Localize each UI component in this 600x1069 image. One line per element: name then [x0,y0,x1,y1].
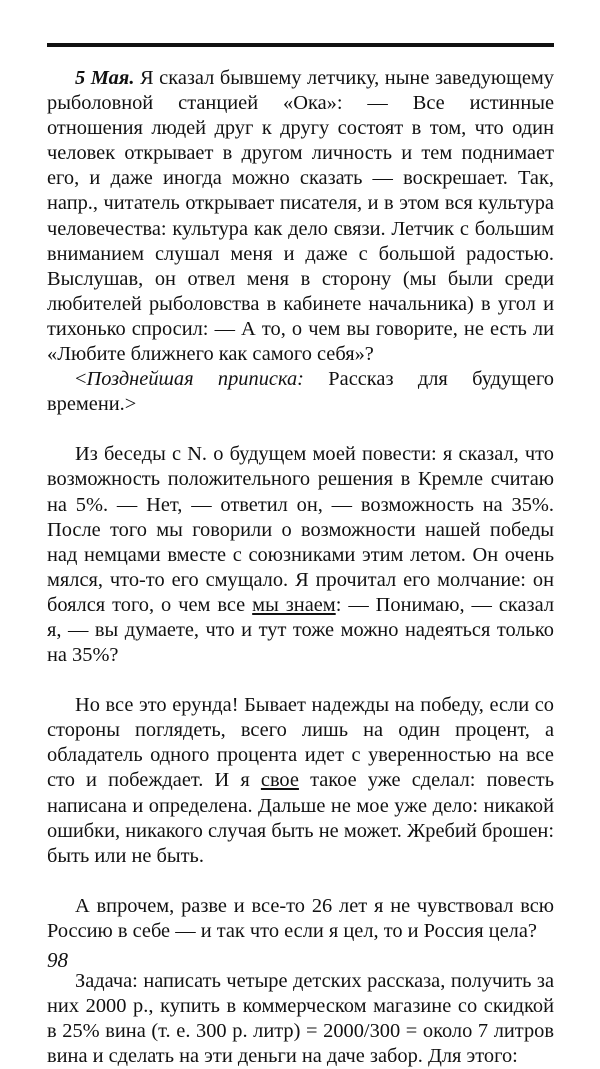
later-note [47,367,554,417]
later-note-text: Рассказ для будущего времени.> [47,368,554,416]
later-note-open: < [75,368,87,391]
entry-date: 5 Мая. [75,67,135,89]
underlined-word: свое [260,769,299,792]
page-content [47,66,554,1069]
entry-text-before: Из беседы с N. о будущем моей повести: я сказал, что возможность положительного решения в Кремле считаю на 5%. — Нет, — ответил он, — возможность на 35%. После того мы говорили о возможности нашей победы над немцами вместе с союзниками этим летом. Он очень мялся, что-то его смущало. Я прочитал его молчание: он боялся того, о чем все [47,443,554,616]
entry-task: Задача: написать четыре детских рассказа, получить за них 2000 р., купить в коммерческом магазине со скидкой в 25% вина (т. е. 300 р. литр) = 2000/300 = около 7 литров вина и сделать на эти деньги на даче забор. Для этого: [47,970,554,1068]
page-number: 98 [47,948,68,972]
entry-text-after: : — Понимаю, — сказал я, — вы думаете, что и тут тоже можно надеяться только на 35%? [47,593,554,667]
entry-one-percent [47,693,554,869]
top-rule [47,43,554,47]
underlined-phrase: мы знаем [252,593,336,616]
entry-text-before: Но все это ерунда! Бывает надежды на победу, если со стороны поглядеть, всего лишь на один процент, а обладатель одного процента идет с уверенностью на все сто и побеждает. И я [47,694,554,792]
entry-conversation-n [47,442,554,668]
entry-text-after: такое уже сделал: повесть написана и определена. Дальше не мое уже дело: никакой ошибки, никакого случая быть не может. Жребий брошен: быть или не быть. [47,769,555,867]
entry-russia: А впрочем, разве и все-то 26 лет я не чувствовал всю Россию в себе — и так что если я цел, то и Россия цела? [47,894,554,942]
entry-body: Я сказал бывшему летчику, ныне заведующему рыболовной станцией «Ока»: — Все истинные отношения людей друг к другу состоят в том, что один человек открывает в другом личность и тем поднимает его, и даже иногда можно сказать — воскрешает. Так, напр., читатель открывает писателя, и в этом вся культура человечества: культура как дело связи. Летчик с большим вниманием слушал меня и даже с большой радостью. Выслушав, он отвел меня в сторону (мы были среди любителей рыболовства в кабинете начальника) в угол и тихонько спросил: — А то, о чем вы говорите, не есть ли «Любите ближнего как самого себя»? [47,67,554,366]
entry-may-5 [47,66,554,367]
later-note-label: Позднейшая приписка: [86,368,304,391]
